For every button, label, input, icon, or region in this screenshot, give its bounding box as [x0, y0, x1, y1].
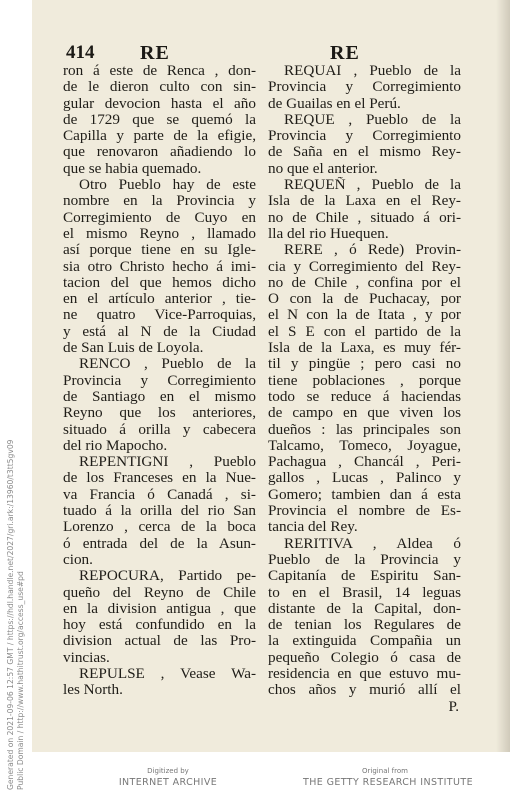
- text-line: REQUAI , Pueblo de la: [284, 63, 461, 79]
- text-line: y está al N de la Ciudad: [63, 323, 256, 340]
- running-head-left: RE: [140, 42, 170, 64]
- text-line: de Saña en el mismo Rey-: [268, 144, 461, 161]
- text-line: P.: [448, 698, 459, 715]
- text-line: el mismo Reyno , llamado: [63, 225, 256, 242]
- text-line: cia y Corregimiento del Rey-: [268, 258, 461, 275]
- text-line: pequeño Colegio ó casa de: [268, 649, 461, 666]
- text-line: vincias.: [63, 649, 110, 666]
- text-line: REQUE , Pueblo de la: [284, 111, 461, 128]
- text-line: Gomero; tambien dan á esta: [268, 486, 461, 503]
- text-line: gallos , Lucas , Palinco y: [268, 470, 461, 487]
- text-line: ó entrada del de la Asun-: [63, 535, 256, 552]
- text-line: no de Chile , situado á ori-: [268, 209, 461, 226]
- left-column: [63, 63, 256, 699]
- digitized-by-label: Digitized by: [147, 767, 189, 775]
- text-line: la extinguida Compañia un: [268, 633, 461, 650]
- text-line: RERITIVA , Aldea ó: [284, 535, 461, 552]
- text-line: Reyno que los anteriores,: [63, 405, 256, 422]
- text-line: el N con la de Itata , y por: [268, 307, 461, 324]
- internet-archive-label: INTERNET ARCHIVE: [118, 777, 218, 788]
- text-line: va Francia ó Canadá , si-: [63, 486, 256, 503]
- text-line: Capilla y parte de la efigie,: [63, 128, 256, 145]
- text-line: RERE , ó Rede) Provin-: [284, 242, 461, 259]
- text-line: Provincia y Corregimiento: [268, 79, 461, 96]
- text-line: Pueblo de la Provincia y: [268, 551, 461, 568]
- text-line: REPOCURA, Partido pe-: [79, 568, 256, 585]
- text-line: to en el Brasil, 14 leguas: [268, 584, 461, 601]
- text-line: Otro Pueblo hay de este: [79, 177, 256, 194]
- right-column: [268, 63, 461, 715]
- text-line: así porque tiene en su Igle-: [63, 242, 256, 259]
- text-line: til y pingüe ; pero casi no: [268, 356, 461, 373]
- text-line: Isla de la Laxa, es muy fér-: [268, 340, 461, 357]
- text-line: sia otro Christo hecho á imi-: [63, 258, 256, 275]
- page-number: 414: [66, 42, 95, 63]
- text-line: chos años y murió allí el: [268, 682, 461, 699]
- text-line: situado á orilla y cabecera: [63, 421, 256, 438]
- text-line: de le dieron culto con sin-: [63, 79, 256, 96]
- text-line: que se habia quemado.: [63, 160, 202, 177]
- text-line: queño del Reyno de Chile: [63, 584, 256, 601]
- text-line: hoy está confundido en la: [63, 617, 256, 634]
- text-line: les North.: [63, 682, 123, 699]
- text-line: REPULSE , Vease Wa-: [79, 665, 256, 682]
- text-line: O con la de Puchacay, por: [268, 291, 461, 308]
- text-line: RENCO , Pueblo de la: [79, 356, 256, 373]
- text-line: del rio Mapocho.: [63, 437, 168, 454]
- text-line: no que el anterior.: [268, 160, 378, 177]
- watermark-line-2: Public Domain / http://www.hathitrust.org/access_use#pd: [16, 571, 25, 790]
- text-line: de campo en que viven los: [268, 405, 461, 422]
- text-line: cion.: [63, 551, 93, 568]
- text-line: que renovaron añadiendo lo: [63, 144, 256, 161]
- text-line: de tenian los Regulares de: [268, 617, 461, 634]
- text-line: Lorenzo , cerca de la boca: [63, 519, 256, 536]
- text-line: REPENTIGNI , Pueblo: [79, 454, 256, 471]
- text-line: Provincia y Corregimiento: [268, 128, 461, 145]
- text-line: tancia del Rey.: [268, 519, 358, 536]
- text-line: Provincia el nombre de Es-: [268, 503, 461, 520]
- text-line: de 1729 que se quemó la: [63, 111, 256, 128]
- text-line: de los Franceses en la Nue-: [63, 470, 256, 487]
- text-line: de San Luis de Loyola.: [63, 340, 204, 357]
- text-line: tiene poblaciones , porque: [268, 372, 461, 389]
- text-line: tacion del que hemos dicho: [63, 274, 256, 291]
- text-line: Capitanía de Espiritu San-: [268, 568, 461, 585]
- text-line: ne quatro Vice-Parroquias,: [63, 307, 256, 324]
- text-line: en el artículo anterior , tie-: [63, 291, 256, 308]
- text-line: gular devocion hasta el año: [63, 95, 256, 112]
- watermark-line-1: Generated on 2021-09-06 12:57 GMT / https://hdl.handle.net/2027/gri.ark:/13960/t3tt5gv09: [6, 439, 15, 790]
- text-line: Provincia y Corregimiento: [63, 372, 256, 389]
- text-line: lla del rio Huequen.: [268, 225, 389, 242]
- text-line: Pachagua , Chancál , Peri-: [268, 454, 461, 471]
- text-line: ron á este de Renca , don-: [63, 63, 256, 79]
- text-line: no de Chile , confina por el: [268, 274, 461, 291]
- text-line: de Guailas en el Perú.: [268, 95, 401, 112]
- text-line: el S E con el partido de la: [268, 323, 461, 340]
- text-line: residencia en que estuvo mu-: [268, 665, 461, 682]
- original-from-label: Original from: [362, 767, 408, 775]
- text-line: en la division antigua , que: [63, 600, 256, 617]
- text-line: de Santiago en el mismo: [63, 388, 256, 405]
- text-line: Talcamo, Tomeco, Joyague,: [268, 437, 461, 454]
- hathitrust-watermark: [2, 420, 28, 800]
- text-line: nombre en la Provincia y: [63, 193, 256, 210]
- text-line: division actual de las Pro-: [63, 633, 256, 650]
- text-line: Corregimiento de Cuyo en: [63, 209, 256, 226]
- text-line: Isla de la Laxa en el Rey-: [268, 193, 461, 210]
- text-line: tuado á la orilla del rio San: [63, 503, 256, 520]
- running-head-right: RE: [330, 42, 360, 64]
- text-line: todo se reduce á haciendas: [268, 388, 461, 405]
- getty-institute-label: THE GETTY RESEARCH INSTITUTE: [303, 777, 473, 788]
- text-line: REQUEÑ , Pueblo de la: [284, 177, 461, 194]
- text-line: distante de la Capital, don-: [268, 600, 461, 617]
- text-line: dueños : las principales son: [268, 421, 461, 438]
